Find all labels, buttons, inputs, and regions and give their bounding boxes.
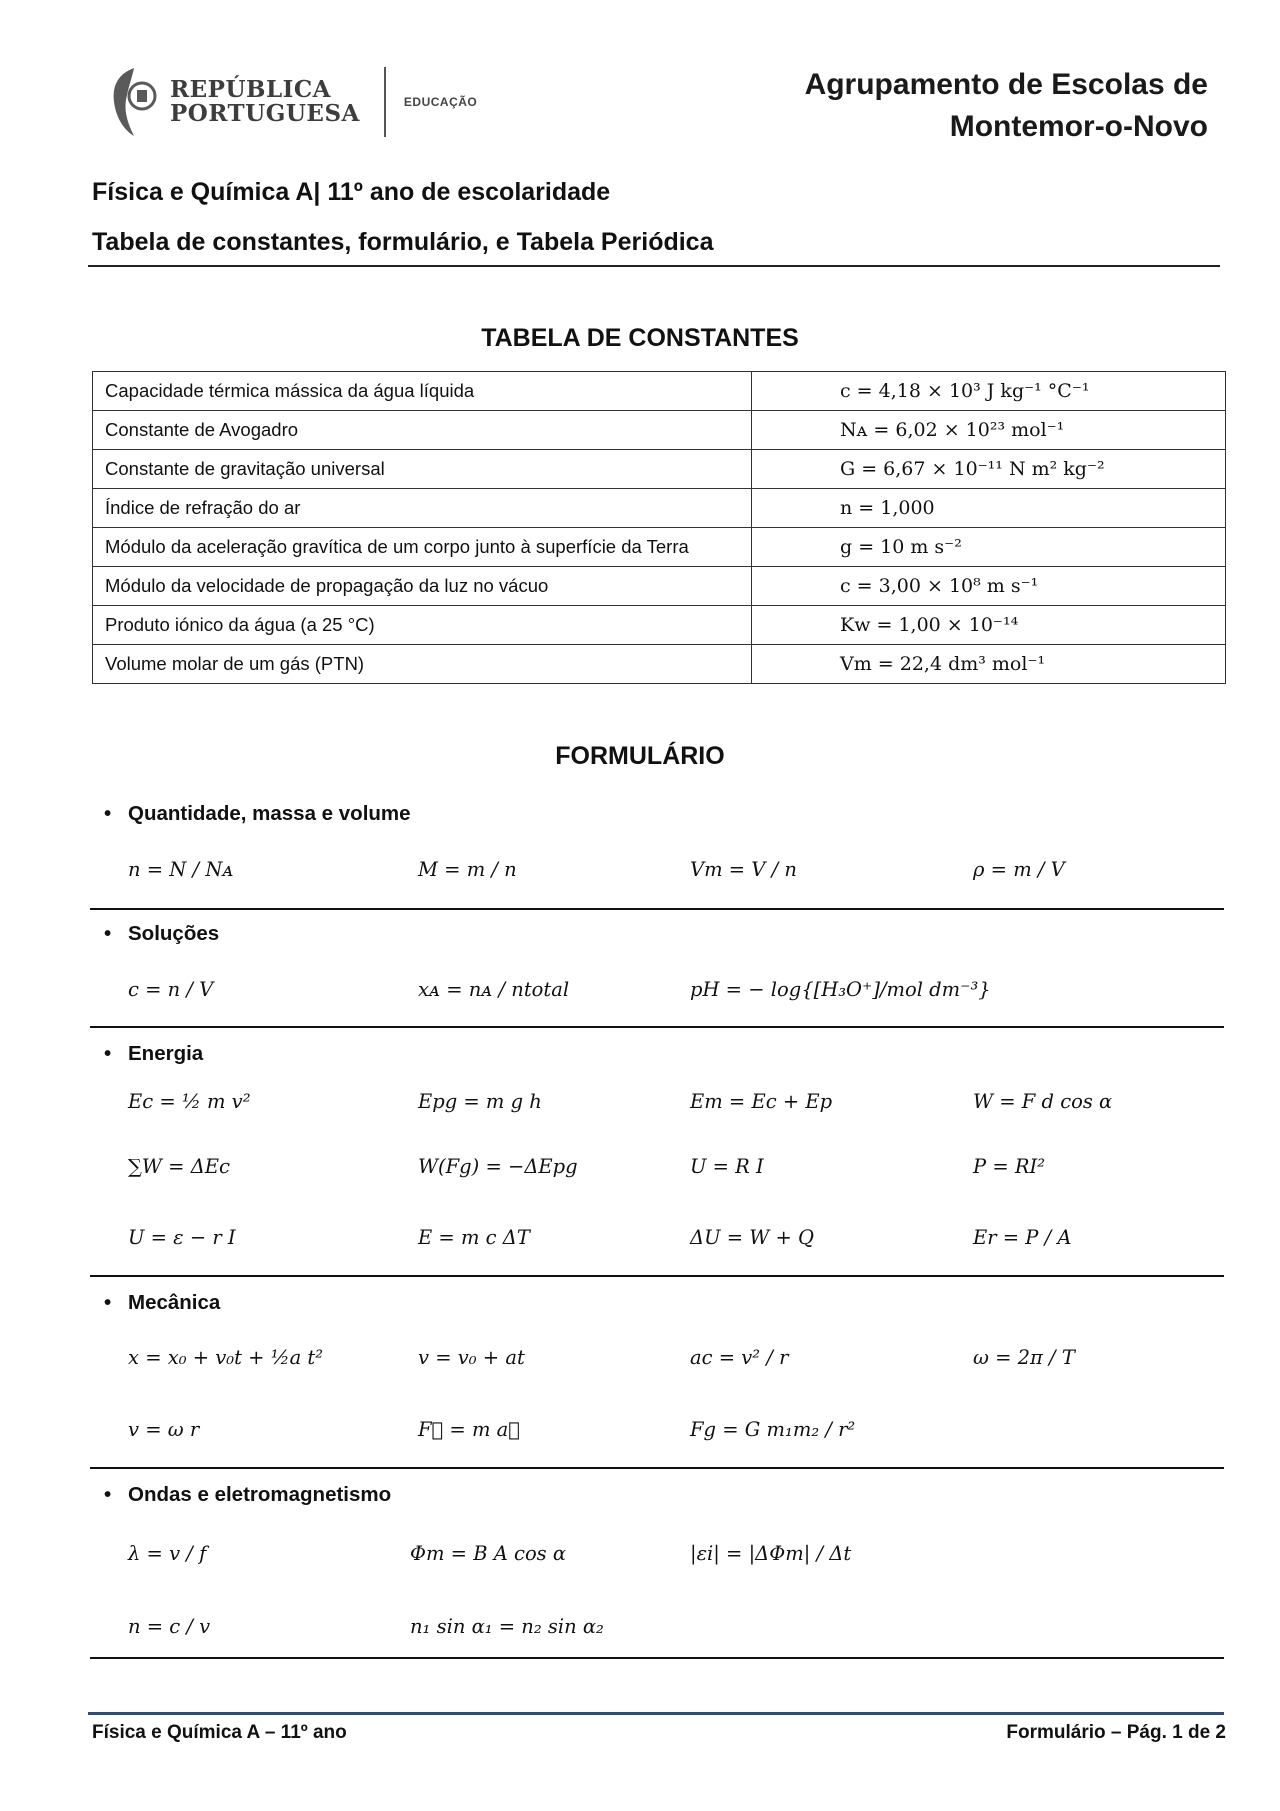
formula: c = n / V	[128, 978, 214, 1001]
constant-label: Constante de gravitação universal	[93, 450, 752, 489]
title-rule	[88, 265, 1220, 267]
table-row	[93, 645, 1226, 684]
table-row	[93, 450, 1226, 489]
formula: ac = v² / r	[690, 1346, 789, 1369]
formula: U = ε − r I	[128, 1226, 236, 1249]
formula: Fg = G m₁m₂ / r²	[690, 1418, 856, 1441]
document-title: Tabela de constantes, formulário, e Tabela Periódica	[92, 228, 714, 256]
formula: Er = P / A	[973, 1226, 1072, 1249]
bullet-icon: •	[104, 922, 112, 945]
logo-line-1: REPÚBLICA	[170, 76, 332, 103]
section-divider	[90, 1657, 1224, 1659]
group-title-solucoes	[104, 922, 219, 946]
formula: U = R I	[690, 1155, 764, 1178]
constants-heading: TABELA DE CONSTANTES	[481, 324, 799, 352]
formula: W(Fg) = −ΔEpg	[418, 1155, 578, 1178]
footer-left: Física e Química A – 11º ano	[92, 1722, 347, 1743]
table-row	[93, 372, 1226, 411]
group-title-text: Soluções	[128, 922, 220, 945]
formulas-heading: FORMULÁRIO	[555, 742, 725, 770]
group-title-mecanica	[104, 1291, 220, 1315]
footer-page-number: Formulário – Pág. 1 de 2	[1006, 1722, 1226, 1743]
formula: Vm = V / n	[690, 858, 797, 881]
group-title-text: Energia	[128, 1042, 204, 1065]
formula: Ec = ½ m v²	[128, 1090, 251, 1113]
section-divider	[90, 1467, 1224, 1469]
bullet-icon: •	[104, 802, 112, 825]
constants-table	[92, 371, 1226, 684]
constant-label: Constante de Avogadro	[93, 411, 752, 450]
group-title-quantidade	[104, 802, 411, 826]
logo-divider	[384, 67, 386, 137]
formula: v = v₀ + at	[418, 1346, 525, 1369]
constant-label: Produto iónico da água (a 25 °C)	[93, 606, 752, 645]
formula: M = m / n	[418, 858, 517, 881]
formula: Φm = B A cos α	[410, 1542, 567, 1565]
constant-label: Capacidade térmica mássica da água líquida	[93, 372, 752, 411]
bullet-icon: •	[104, 1042, 112, 1065]
constant-value: c = 4,18 × 10³ J kg⁻¹ °C⁻¹	[752, 372, 1226, 411]
formula: x = x₀ + v₀t + ½a t²	[128, 1346, 324, 1369]
logo-subtitle: EDUCAÇÃO	[403, 95, 478, 109]
formula: Epg = m g h	[418, 1090, 542, 1113]
section-divider	[90, 1275, 1224, 1277]
formula: v = ω r	[128, 1418, 200, 1441]
constant-value: n = 1,000	[752, 489, 1226, 528]
footer-rule	[88, 1712, 1224, 1715]
constant-value: g = 10 m s⁻²	[752, 528, 1226, 567]
constant-value: Nᴀ = 6,02 × 10²³ mol⁻¹	[752, 411, 1226, 450]
subject-title: Física e Química A| 11º ano de escolaridade	[92, 178, 611, 206]
school-line-2: Montemor-o-Novo	[949, 110, 1208, 143]
coat-of-arms-icon	[108, 66, 160, 138]
logo-wordmark	[170, 78, 360, 126]
logo-line-2: PORTUGUESA	[170, 100, 360, 127]
constant-value: G = 6,67 × 10⁻¹¹ N m² kg⁻²	[752, 450, 1226, 489]
republica-portuguesa-logo	[108, 62, 477, 142]
bullet-icon: •	[104, 1483, 112, 1506]
constant-value: Vm = 22,4 dm³ mol⁻¹	[752, 645, 1226, 684]
table-row	[93, 528, 1226, 567]
formula: ω = 2π / T	[973, 1346, 1075, 1369]
constant-value: Kw = 1,00 × 10⁻¹⁴	[752, 606, 1226, 645]
formula: P = RI²	[973, 1155, 1046, 1178]
formula: ΔU = W + Q	[690, 1226, 815, 1249]
section-divider	[90, 1026, 1224, 1028]
group-title-text: Mecânica	[128, 1291, 221, 1314]
formula: E = m c ΔT	[418, 1226, 530, 1249]
formula: n = N / Nᴀ	[128, 858, 234, 881]
formula: |εi| = |ΔΦm| / Δt	[690, 1542, 852, 1565]
table-row	[93, 411, 1226, 450]
formula: xᴀ = nᴀ / ntotal	[418, 978, 570, 1001]
group-title-text: Quantidade, massa e volume	[128, 802, 411, 825]
table-row	[93, 489, 1226, 528]
constant-value: c = 3,00 × 10⁸ m s⁻¹	[752, 567, 1226, 606]
school-name	[805, 64, 1208, 148]
formula: n = c / v	[128, 1615, 211, 1638]
bullet-icon: •	[104, 1291, 112, 1314]
formula: W = F d cos α	[973, 1090, 1113, 1113]
group-title-text: Ondas e eletromagnetismo	[128, 1483, 392, 1506]
constant-label: Módulo da velocidade de propagação da luz no vácuo	[93, 567, 752, 606]
formula: Em = Ec + Ep	[690, 1090, 833, 1113]
table-row	[93, 606, 1226, 645]
formula: n₁ sin α₁ = n₂ sin α₂	[410, 1615, 604, 1638]
table-row	[93, 567, 1226, 606]
constant-label: Índice de refração do ar	[93, 489, 752, 528]
formula: λ = v / f	[128, 1542, 207, 1565]
formula: pH = − log{[H₃O⁺]/mol dm⁻³}	[690, 978, 991, 1001]
constant-label: Módulo da aceleração gravítica de um corpo junto à superfície da Terra	[93, 528, 752, 567]
formula: ρ = m / V	[973, 858, 1065, 881]
group-title-energia	[104, 1042, 203, 1066]
school-line-1: Agrupamento de Escolas de	[804, 68, 1208, 101]
group-title-ondas	[104, 1483, 391, 1507]
formula: F⃗ = m a⃗	[418, 1418, 520, 1441]
formula: ∑W = ΔEc	[128, 1155, 230, 1178]
section-divider	[90, 908, 1224, 910]
constant-label: Volume molar de um gás (PTN)	[93, 645, 752, 684]
